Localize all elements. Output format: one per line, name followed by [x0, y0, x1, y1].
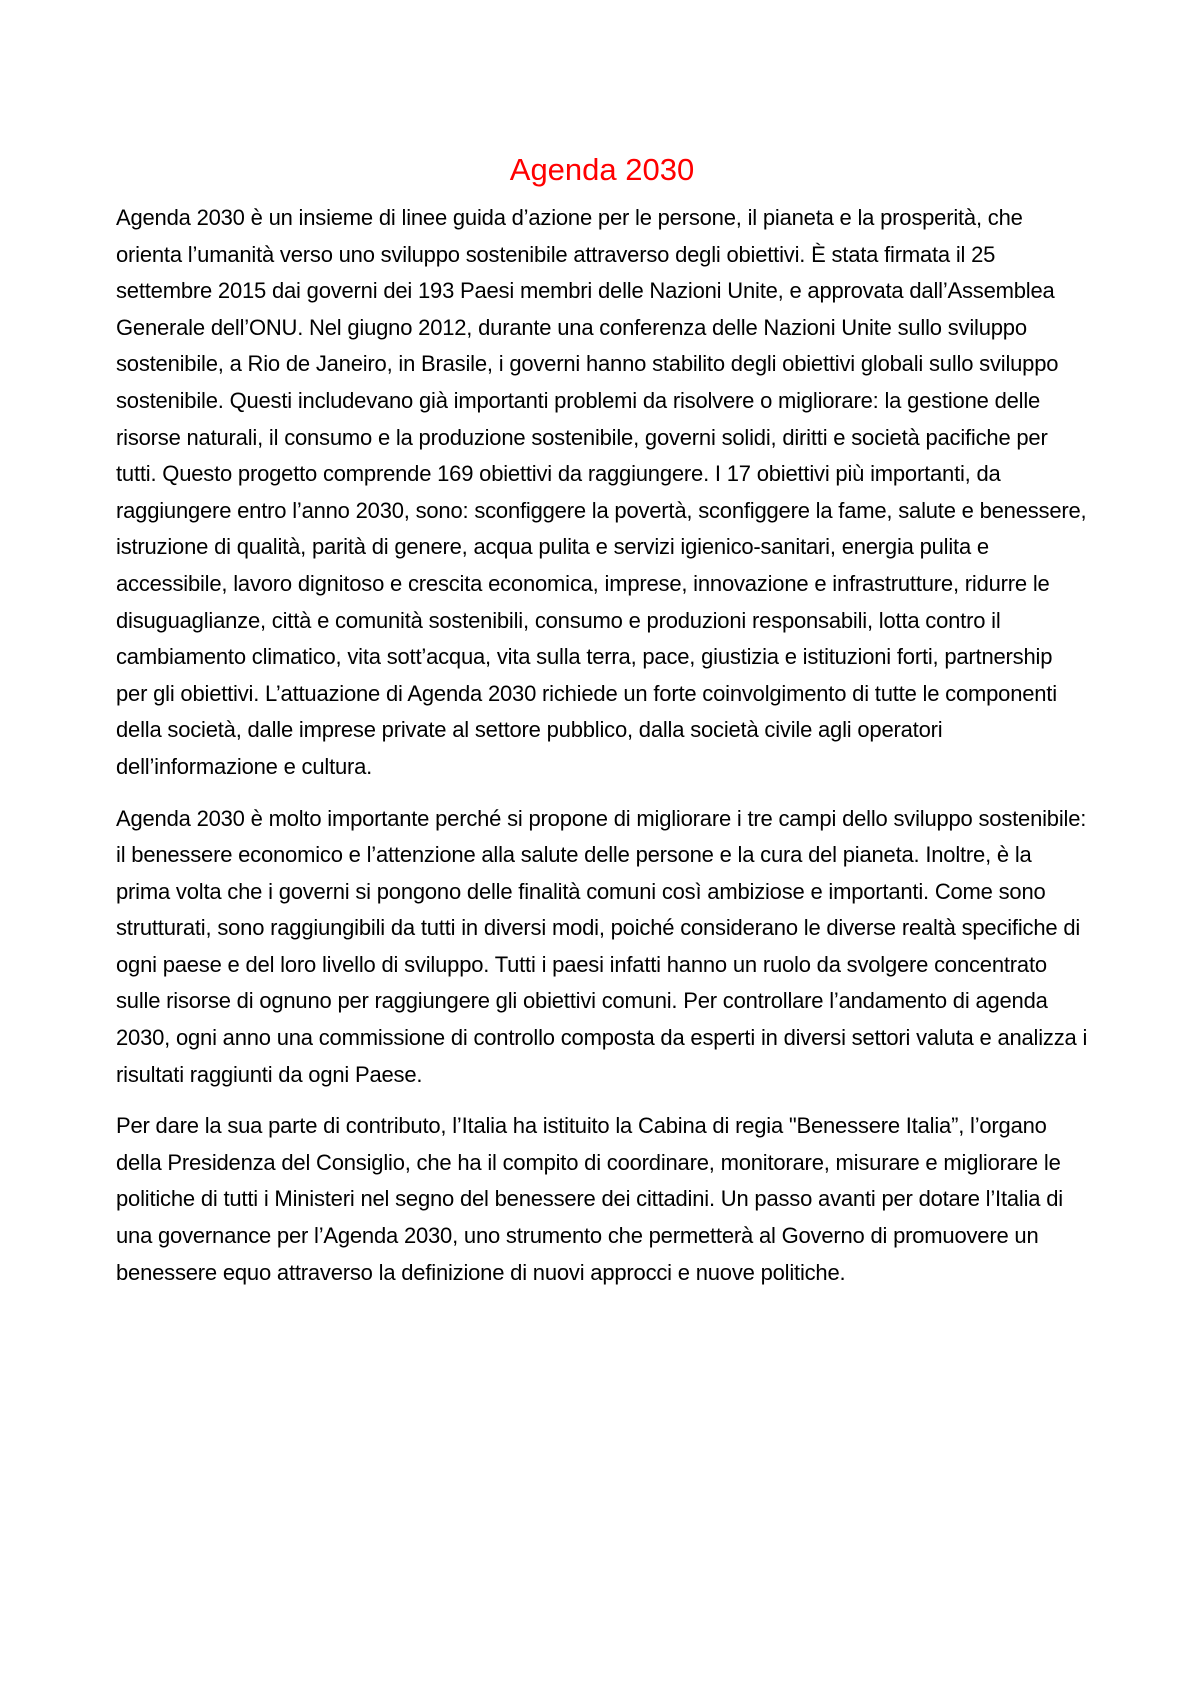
document-title: Agenda 2030 — [509, 152, 695, 187]
paragraph-1: Agenda 2030 è un insieme di linee guida d’azione per le persone, il pianeta e la prosperità, che orienta l’umanità verso uno sviluppo sostenibile attraverso degli obiettivi. È stata firmata il 25 settembre 2015 dai governi dei 193 Paesi membri delle Nazioni Unite, e approvata dall’Assemblea Generale dell’ONU. Nel giugno 2012, durante una conferenza delle Nazioni Unite sullo sviluppo sostenibile, a Rio de Janeiro, in Brasile, i governi hanno stabilito degli obiettivi globali sullo sviluppo sostenibile. Questi includevano già importanti problemi da risolvere o migliorare: la gestione delle risorse naturali, il consumo e la produzione sostenibile, governi solidi, diritti e società pacifiche per tutti. Questo progetto comprende 169 obiettivi da raggiungere. I 17 obiettivi più importanti, da raggiungere entro l’anno 2030, sono: sconfiggere la povertà, sconfiggere la fame, salute e benessere, istruzione di qualità, parità di genere, acqua pulita e servizi igienico-sanitari, energia pulita e accessibile, lavoro dignitoso e crescita economica, imprese, innovazione e infrastrutture, ridurre le disuguaglianze, città e comunità sostenibili, consumo e produzioni responsabili, lotta contro il cambiamento climatico, vita sott’acqua, vita sulla terra, pace, giustizia e istituzioni forti, partnership per gli obiettivi. L’attuazione di Agenda 2030 richiede un forte coinvolgimento di tutte le componenti della società, dalle imprese private al settore pubblico, dalla società civile agli operatori dell’informazione e cultura. — [116, 205, 1087, 779]
paragraph-2: Agenda 2030 è molto importante perché si propone di migliorare i tre campi dello sviluppo sostenibile: il benessere economico e l’attenzione alla salute delle persone e la cura del pianeta. Inoltre, è la prima volta che i governi si pongono delle finalità comuni così ambiziose e importanti. Come sono strutturati, sono raggiungibili da tutti in diversi modi, poiché considerano le diverse realtà specifiche di ogni paese e del loro livello di sviluppo. Tutti i paesi infatti hanno un ruolo da svolgere concentrato sulle risorse di ognuno per raggiungere gli obiettivi comuni. Per controllare l’andamento di agenda 2030, ogni anno una commissione di controllo composta da esperti in diversi settori valuta e analizza i risultati raggiunti da ogni Paese. — [116, 805, 1088, 1087]
paragraph-3: Per dare la sua parte di contributo, l’Italia ha istituito la Cabina di regia "Benessere Italia”, l’organo della Presidenza del Consiglio, che ha il compito di coordinare, monitorare, misurare e migliorare le politiche di tutti i Ministeri nel segno del benessere dei cittadini. Un passo avanti per dotare l’Italia di una governance per l’Agenda 2030, uno strumento che permetterà al Governo di promuovere un benessere equo attraverso la definizione di nuovi approcci e nuove politiche. — [116, 1113, 1063, 1285]
